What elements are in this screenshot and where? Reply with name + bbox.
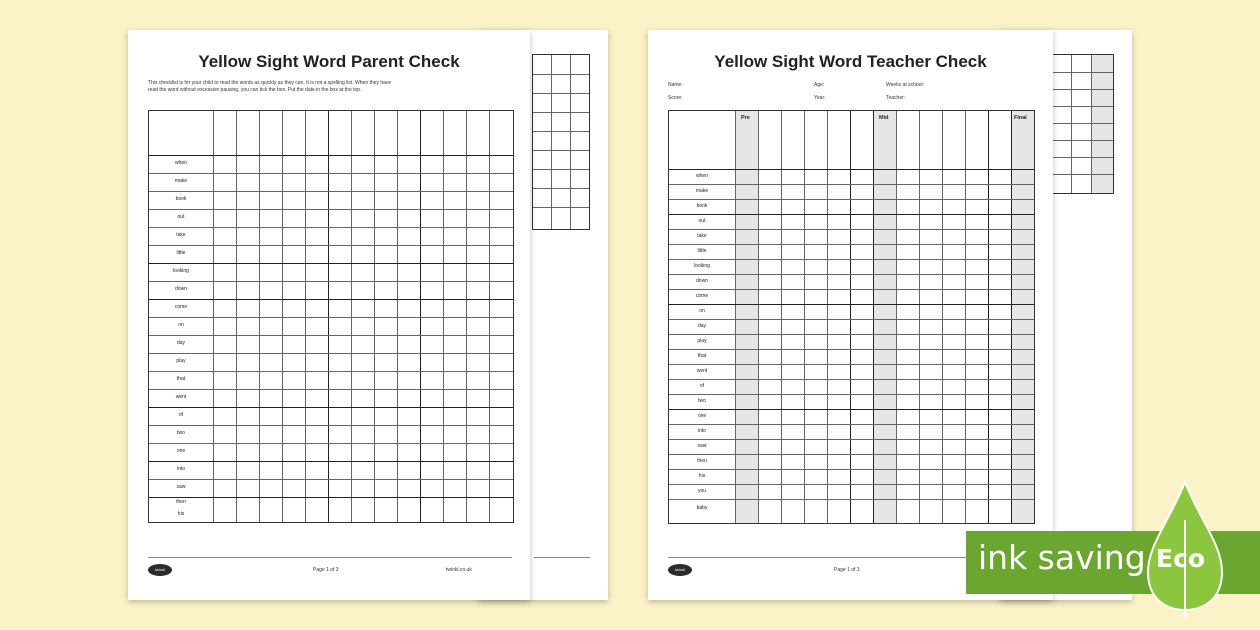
word-label: then <box>176 499 186 505</box>
word-label: two <box>698 398 706 404</box>
word-label: take <box>697 233 707 239</box>
word-label: that <box>697 353 707 359</box>
word-label: went <box>696 368 708 374</box>
word-label: on <box>178 322 184 328</box>
parent-word-grid <box>148 110 514 523</box>
instructions-line-2: read the word without excessive pausing, you can tick the box. Put the date in the box at the top. <box>148 87 362 93</box>
word-label: play <box>697 338 707 344</box>
word-label: book <box>696 203 708 209</box>
eco-label: Eco <box>1156 544 1206 573</box>
back-footer <box>534 557 590 558</box>
back-grid <box>1050 54 1114 194</box>
col-pre: Pre <box>741 115 750 121</box>
word-label: out <box>698 218 706 224</box>
word-label: of <box>699 383 705 389</box>
word-label: come <box>695 293 709 299</box>
teacher-check-page <box>648 30 1053 600</box>
ink-saving-text: ink saving <box>978 538 1146 577</box>
word-label: of <box>178 412 184 418</box>
word-label: into <box>697 428 707 434</box>
page-title: Yellow Sight Word Teacher Check <box>714 52 987 71</box>
word-label: two <box>177 430 185 436</box>
word-label: little <box>697 248 707 254</box>
word-label: on <box>699 308 705 314</box>
word-label: down <box>175 286 187 292</box>
word-label: when <box>175 160 187 166</box>
word-label: saw <box>697 443 707 449</box>
word-label: saw <box>176 484 186 490</box>
weeks-label: Weeks at school: <box>886 82 924 88</box>
word-label: his <box>698 473 706 479</box>
word-label: looking <box>173 268 189 274</box>
name-label: Name: <box>668 82 683 88</box>
word-label: then <box>697 458 707 464</box>
word-label: day <box>697 323 707 329</box>
footer-page-number: Page 1 of 3 <box>834 567 860 573</box>
back-grid <box>532 54 590 230</box>
page-title: Yellow Sight Word Parent Check <box>198 52 460 71</box>
word-label: book <box>175 196 187 202</box>
word-label: one <box>176 448 186 454</box>
word-label: his <box>177 511 185 517</box>
teacher-word-grid <box>668 110 1035 524</box>
word-label: that <box>176 376 186 382</box>
word-label: down <box>696 278 708 284</box>
word-label: day <box>176 340 186 346</box>
year-label: Year: <box>814 95 826 101</box>
teacher-label: Teacher: <box>886 95 906 101</box>
word-label: make <box>174 178 188 184</box>
word-label: when <box>696 173 708 179</box>
word-label: you <box>697 488 707 494</box>
col-mid: Mid <box>879 115 889 121</box>
word-label: make <box>695 188 709 194</box>
twinkl-logo: twinkl <box>668 564 692 576</box>
score-label: Score: <box>668 95 683 101</box>
word-label: looking <box>694 263 710 269</box>
page-footer <box>148 557 512 558</box>
word-label: little <box>176 250 186 256</box>
word-label: baby <box>696 505 708 511</box>
word-label: come <box>174 304 188 310</box>
col-final: Final <box>1014 115 1027 121</box>
twinkl-logo: twinkl <box>148 564 172 576</box>
word-label: went <box>175 394 187 400</box>
word-label: out <box>177 214 185 220</box>
word-label: one <box>697 413 707 419</box>
instructions-line-1: This checklist is for your child to read the words as quickly as they can. It is not a spelling list. When they have <box>148 80 392 86</box>
word-label: play <box>176 358 186 364</box>
parent-check-page <box>128 30 530 600</box>
footer-page-number: Page 1 of 3 <box>313 567 339 573</box>
word-label: take <box>176 232 186 238</box>
word-label: into <box>176 466 186 472</box>
age-label: Age: <box>814 82 825 88</box>
footer-site: twinkl.co.uk <box>446 567 472 573</box>
